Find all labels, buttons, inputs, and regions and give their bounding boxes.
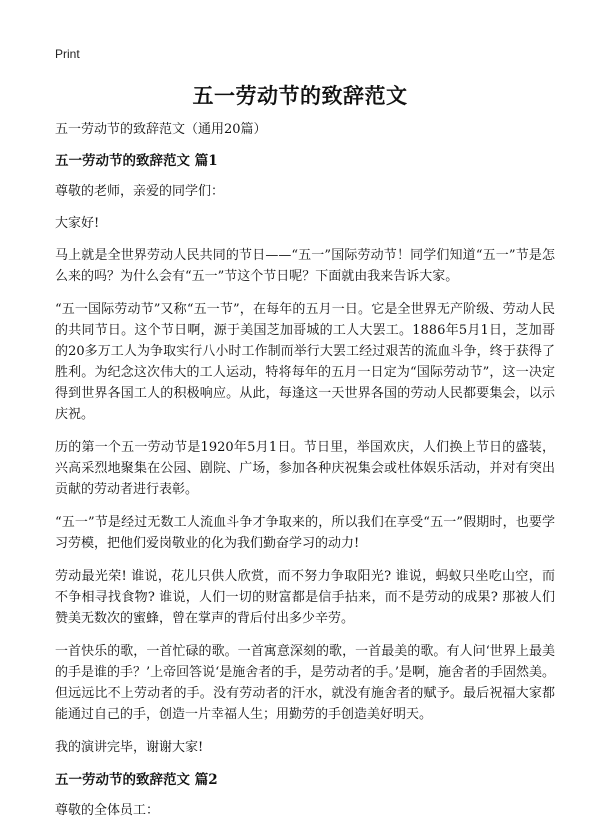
section-heading-1: 五一劳动节的致辞范文 篇1 [55,153,218,169]
salutation-1: 尊敬的老师，亲爱的同学们： [55,184,225,199]
document-body [55,119,555,832]
greeting-1: 大家好! [55,216,100,231]
paragraph-2: “五一国际劳动节”又称“五一节”，在每年的五月一日。它是全世界无产阶级、劳动人民的共同节日。这个节日啊，源于美国芝加哥城的工人大罢工。1886年5月1日，芝加哥的20多万工人为争取实行八小时工作制而举行大罢工经过艰苦的流血斗争，终于获得了胜利。为纪念这次伟大的工人运动，特将每年的五月一日定为“国际劳动节”，这一决定得到世界各国工人的积极响应。从此，每逢这一天世界各国的劳动人民都要集会，以示庆祝。 [55,302,555,422]
document-subtitle: 五一劳动节的致辞范文（通用20篇） [55,122,267,137]
paragraph-7: 我的演讲完毕，谢谢大家! [55,740,204,755]
page-title: 五一劳动节的致辞范文 [192,83,408,108]
paragraph-4: “五一”节是经过无数工人流血斗争才争取来的，所以我们在享受“五一”假期时，也要学习劳模，把他们爱岗敬业的化为我们勤奋学习的动力! [55,515,555,551]
paragraph-1: 马上就是全世界劳动人民共同的节日——“五一”国际劳动节！同学们知道“五一”节是怎么来的吗？为什么会有“五一”节这个节日呢？下面就由我来告诉大家。 [55,248,555,284]
paragraph-6: 一首快乐的歌，一首忙碌的歌。一首寓意深刻的歌，一首最美的歌。有人问‘世界上最美的手是谁的手？’上帝回答说‘是施舍者的手，是劳动者的手。’是啊，施舍者的手固然美。但远远比不上劳动者的手。没有劳动者的汗水，就没有施舍者的赋予。最后祝福大家都能通过自己的手，创造一片幸福人生；用勤劳的手创造美好明天。 [55,644,555,722]
print-link[interactable]: Print [55,47,80,61]
paragraph-5: 劳动最光荣! 谁说，花儿只供人欣赏，而不努力争取阳光? 谁说，蚂蚁只坐吃山空，而不争相寻找食物? 谁说，人们一切的财富都是信手拈来，而不是劳动的成果? 那被人们赞美无数次的蜜蜂，曾在掌声的背后付出多少辛劳。 [55,569,555,626]
salutation-2: 尊敬的全体员工： [55,803,160,818]
paragraph-3: 历的第一个五一劳动节是1920年5月1日。节日里，举国欢庆，人们换上节日的盛装，兴高采烈地聚集在公园、剧院、广场，参加各种庆祝集会或杜体娱乐活动，并对有突出贡献的劳动者进行表彰。 [55,440,555,497]
section-heading-2: 五一劳动节的致辞范文 篇2 [55,772,218,788]
